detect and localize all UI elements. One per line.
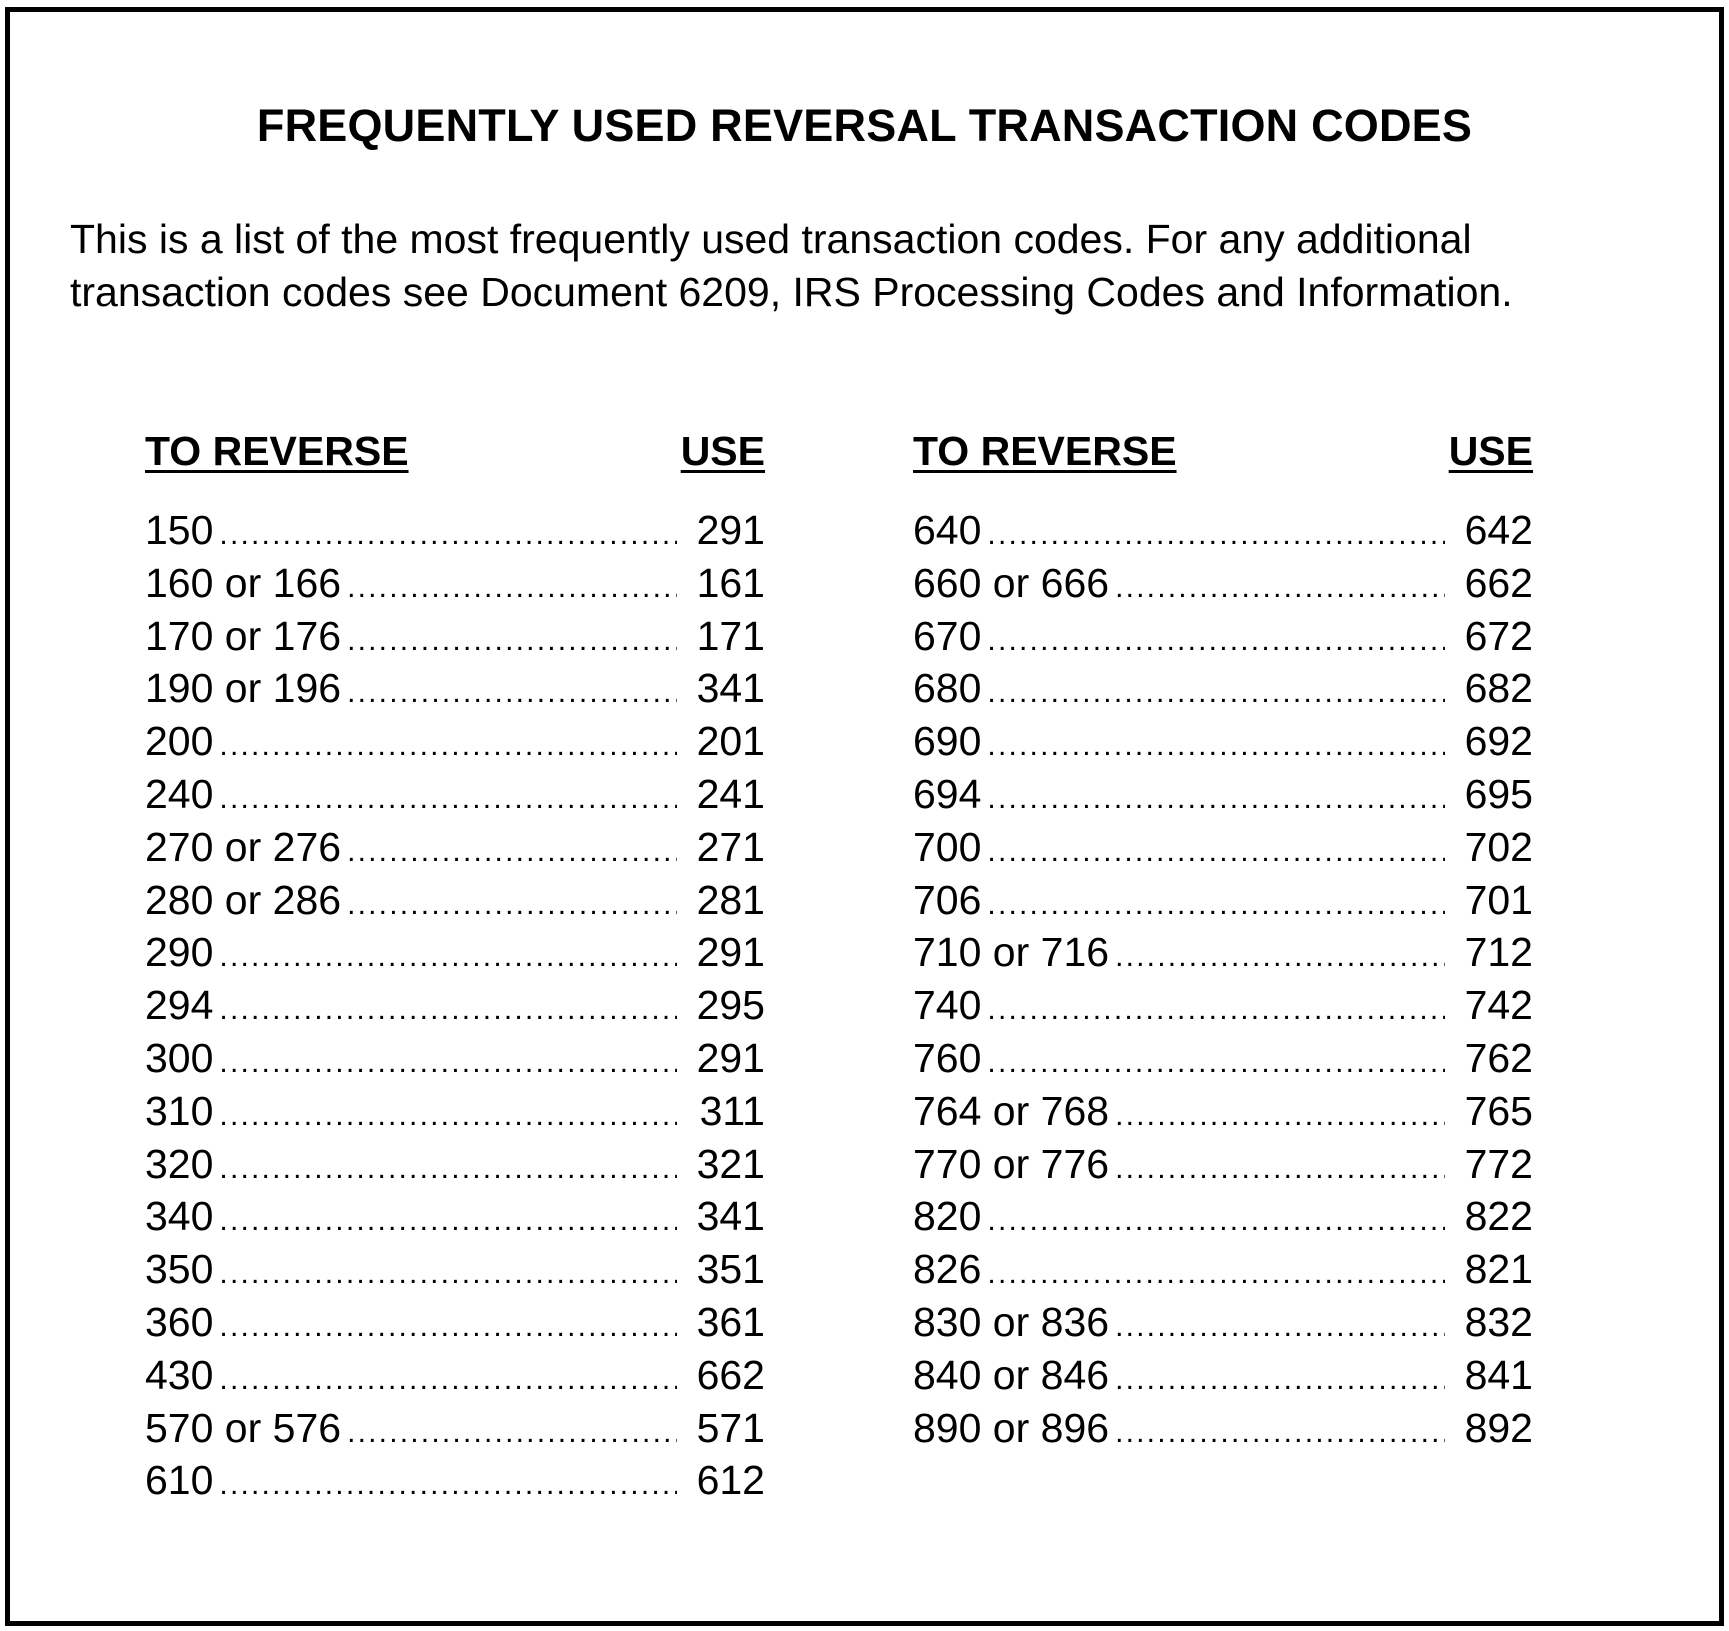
dot-leader	[987, 720, 1445, 773]
dot-leader	[219, 984, 677, 1037]
reverse-code: 240	[145, 770, 214, 817]
table-row	[145, 1138, 765, 1191]
reverse-code: 290	[145, 929, 214, 976]
use-code: 702	[1464, 823, 1533, 870]
right-rows	[913, 504, 1533, 1454]
dot-leader	[987, 826, 1445, 879]
reverse-code: 360	[145, 1298, 214, 1345]
dot-leader	[987, 615, 1445, 668]
dot-leader	[347, 615, 677, 668]
table-row	[145, 768, 765, 821]
table-row	[913, 662, 1533, 715]
use-code: 662	[696, 1351, 765, 1398]
table-row	[913, 768, 1533, 821]
dot-leader	[987, 1195, 1445, 1248]
table-row	[913, 504, 1533, 557]
use-code: 712	[1464, 929, 1533, 976]
table-row	[913, 979, 1533, 1032]
reverse-code: 190 or 196	[145, 665, 342, 712]
reverse-code: 320	[145, 1140, 214, 1187]
dot-leader	[987, 984, 1445, 1037]
reverse-code: 340	[145, 1193, 214, 1240]
page-title: FREQUENTLY USED REVERSAL TRANSACTION CODES	[256, 100, 1473, 151]
reverse-code: 170 or 176	[145, 612, 342, 659]
dot-leader	[347, 879, 677, 932]
use-code: 271	[696, 823, 765, 870]
reverse-code: 890 or 896	[913, 1404, 1110, 1451]
table-row	[145, 662, 765, 715]
reverse-code: 270 or 276	[145, 823, 342, 870]
dot-leader	[219, 509, 677, 562]
reverse-code: 280 or 286	[145, 876, 342, 923]
table-row	[145, 821, 765, 874]
dot-leader	[219, 931, 677, 984]
table-row	[913, 1402, 1533, 1455]
use-code: 695	[1464, 770, 1533, 817]
dot-leader	[347, 1407, 677, 1460]
dot-leader	[987, 879, 1445, 932]
dot-leader	[219, 1090, 677, 1143]
use-code: 291	[696, 1034, 765, 1081]
use-code: 291	[696, 929, 765, 976]
table-row	[913, 557, 1533, 610]
dot-leader	[219, 1301, 677, 1354]
use-code: 821	[1464, 1246, 1533, 1293]
table-row	[913, 610, 1533, 663]
table-row	[145, 874, 765, 927]
table-row	[913, 1243, 1533, 1296]
reverse-code: 294	[145, 982, 214, 1029]
reverse-code: 570 or 576	[145, 1404, 342, 1451]
use-code: 341	[696, 1193, 765, 1240]
column-header	[145, 425, 765, 478]
use-code: 295	[696, 982, 765, 1029]
reverse-code: 610	[145, 1457, 214, 1504]
reverse-code: 680	[913, 665, 982, 712]
table-row	[145, 557, 765, 610]
use-code: 241	[696, 770, 765, 817]
right-code-column	[913, 425, 1533, 1454]
use-code: 361	[696, 1298, 765, 1345]
use-code: 351	[696, 1246, 765, 1293]
dot-leader	[1115, 1407, 1445, 1460]
table-row	[145, 1085, 765, 1138]
reverse-code: 150	[145, 507, 214, 553]
table-row	[913, 1190, 1533, 1243]
use-code: 762	[1464, 1034, 1533, 1081]
table-row	[913, 1085, 1533, 1138]
table-row	[913, 1032, 1533, 1085]
table-row	[145, 1190, 765, 1243]
reverse-code: 840 or 846	[913, 1351, 1110, 1398]
use-code: 321	[696, 1140, 765, 1187]
dot-leader	[1115, 1090, 1445, 1143]
use-code: 281	[696, 876, 765, 923]
table-row	[913, 821, 1533, 874]
use-code: 201	[696, 718, 765, 765]
use-code: 612	[696, 1457, 765, 1504]
dot-leader	[1115, 1143, 1445, 1196]
reverse-code: 300	[145, 1034, 214, 1081]
use-code: 171	[696, 612, 765, 659]
table-row	[145, 610, 765, 663]
reverse-code: 710 or 716	[913, 929, 1110, 976]
use-code: 701	[1464, 876, 1533, 923]
use-code: 682	[1464, 665, 1533, 712]
dot-leader	[347, 826, 677, 879]
use-code: 571	[696, 1404, 765, 1451]
dot-leader	[987, 1037, 1445, 1090]
table-row	[913, 874, 1533, 927]
column-header	[913, 425, 1533, 478]
use-header: USE	[680, 428, 765, 474]
table-row	[145, 1349, 765, 1402]
reverse-code: 760	[913, 1034, 982, 1081]
use-code: 765	[1464, 1087, 1533, 1134]
dot-leader	[1115, 562, 1445, 615]
table-row	[145, 1454, 765, 1507]
dot-leader	[219, 1195, 677, 1248]
table-row	[145, 1296, 765, 1349]
use-code: 892	[1464, 1404, 1533, 1451]
dot-leader	[219, 1037, 677, 1090]
reverse-code: 430	[145, 1351, 214, 1398]
reverse-code: 820	[913, 1193, 982, 1240]
table-row	[913, 1296, 1533, 1349]
table-row	[145, 1032, 765, 1085]
table-row	[913, 926, 1533, 979]
reverse-code: 690	[913, 718, 982, 765]
dot-leader	[987, 773, 1445, 826]
table-row	[145, 979, 765, 1032]
table-row	[145, 715, 765, 768]
dot-leader	[1115, 1301, 1445, 1354]
use-code: 672	[1464, 612, 1533, 659]
dot-leader	[219, 1354, 677, 1407]
use-code: 772	[1464, 1140, 1533, 1187]
reverse-code: 764 or 768	[913, 1087, 1110, 1134]
intro-paragraph: This is a list of the most frequently used transaction codes. For any additional transaction codes see Document 6209, IRS Processing Codes and Information.	[70, 216, 1513, 315]
reverse-code: 706	[913, 876, 982, 923]
reverse-code: 770 or 776	[913, 1140, 1110, 1187]
use-code: 692	[1464, 718, 1533, 765]
table-row	[145, 1243, 765, 1296]
reverse-code: 160 or 166	[145, 559, 342, 606]
dot-leader	[987, 509, 1445, 562]
dot-leader	[347, 562, 677, 615]
reverse-code: 826	[913, 1246, 982, 1293]
dot-leader	[987, 667, 1445, 720]
dot-leader	[219, 1459, 677, 1512]
use-header: USE	[1448, 428, 1533, 474]
table-row	[145, 1402, 765, 1455]
table-row	[913, 715, 1533, 768]
reverse-code: 694	[913, 770, 982, 817]
to-reverse-header: TO REVERSE	[145, 428, 409, 474]
reverse-code: 310	[145, 1087, 214, 1134]
use-code: 161	[696, 559, 765, 606]
dot-leader	[219, 1248, 677, 1301]
reverse-code: 740	[913, 982, 982, 1029]
table-row	[145, 504, 765, 557]
reverse-code: 200	[145, 718, 214, 765]
table-row	[145, 926, 765, 979]
reverse-code: 830 or 836	[913, 1298, 1110, 1345]
use-code: 341	[696, 665, 765, 712]
left-code-column	[145, 425, 765, 1507]
dot-leader	[1115, 1354, 1445, 1407]
to-reverse-header: TO REVERSE	[913, 428, 1177, 474]
use-code: 841	[1464, 1351, 1533, 1398]
use-code: 742	[1464, 982, 1533, 1029]
dot-leader	[219, 1143, 677, 1196]
reverse-code: 640	[913, 507, 982, 553]
dot-leader	[987, 1248, 1445, 1301]
use-code: 832	[1464, 1298, 1533, 1345]
reverse-code: 660 or 666	[913, 559, 1110, 606]
use-code: 311	[699, 1087, 765, 1134]
dot-leader	[219, 773, 677, 826]
use-code: 291	[696, 507, 765, 553]
reverse-code: 350	[145, 1246, 214, 1293]
table-row	[913, 1349, 1533, 1402]
dot-leader	[219, 720, 677, 773]
dot-leader	[1115, 931, 1445, 984]
reverse-code: 700	[913, 823, 982, 870]
use-code: 822	[1464, 1193, 1533, 1240]
use-code: 642	[1464, 507, 1533, 553]
table-row	[913, 1138, 1533, 1191]
dot-leader	[347, 667, 677, 720]
left-rows	[145, 504, 765, 1507]
use-code: 662	[1464, 559, 1533, 606]
reverse-code: 670	[913, 612, 982, 659]
